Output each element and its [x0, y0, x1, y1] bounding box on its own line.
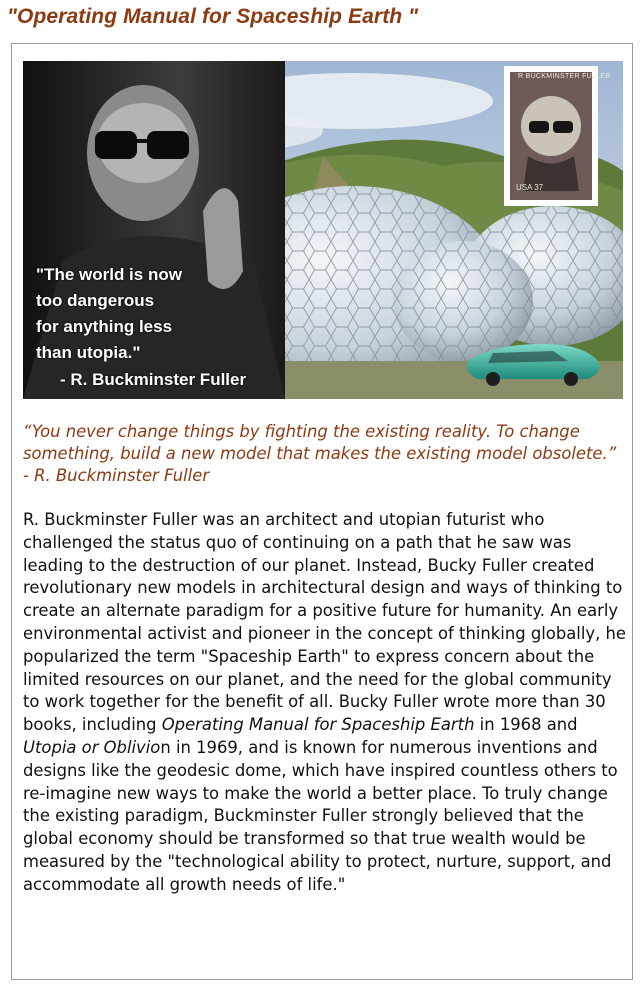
body-text-part: R. Buckminster Fuller was an architect and utopian futurist who challenged the status quo of continuing on a path that he saw was leading to the destruction of our planet. Instead, Bucky Fuller created revolutionary new models in architectural design and ways of thinking to create an alternate paradigm for a positive future for humanity. An early environmental activist and pioneer in the concept of thinking globally, he popularized the term "Spaceship Earth" to express concern about the limited resources on our planet, and the need for the global community to work together for the benefit of all. Bucky Fuller wrote more than 30 books, including [23, 510, 626, 735]
image-quote-line: too dangerous [36, 291, 155, 310]
image-quote-line: than utopia." [36, 343, 141, 362]
stamp-value: USA 37 [516, 183, 544, 192]
body-text-part: in 1968 and [474, 715, 578, 735]
pull-quote: “You never change things by fighting the existing reality. To change something, build a new model that makes the existing model obsolete.” - R. Buckminster Fuller [23, 422, 617, 485]
image-attribution: - R. Buckminster Fuller [60, 370, 247, 389]
image-quote-line: for anything less [36, 317, 173, 336]
stamp-label: R BUCKMINSTER FULLER [518, 73, 611, 80]
image-quote [36, 262, 182, 366]
book-title: Operating Manual for Spaceship Earth [161, 715, 475, 735]
page-title: "Operating Manual for Spaceship Earth " [7, 5, 419, 28]
book-title: Utopia or Oblivio [23, 737, 161, 757]
body-text-part: n in 1969, and is known for numerous inventions and designs like the geodesic dome, which have inspired countless others to re-imagine new ways to make the world a better place. To truly change the existing paradigm, Buckminster Fuller strongly believed that the global economy should be transformed so that true wealth would be measured by the "technological ability to protect, nurture, support, and accommodate all growth needs of life." [23, 737, 618, 894]
body-paragraph [23, 509, 627, 897]
image-quote-line: "The world is now [36, 265, 182, 284]
